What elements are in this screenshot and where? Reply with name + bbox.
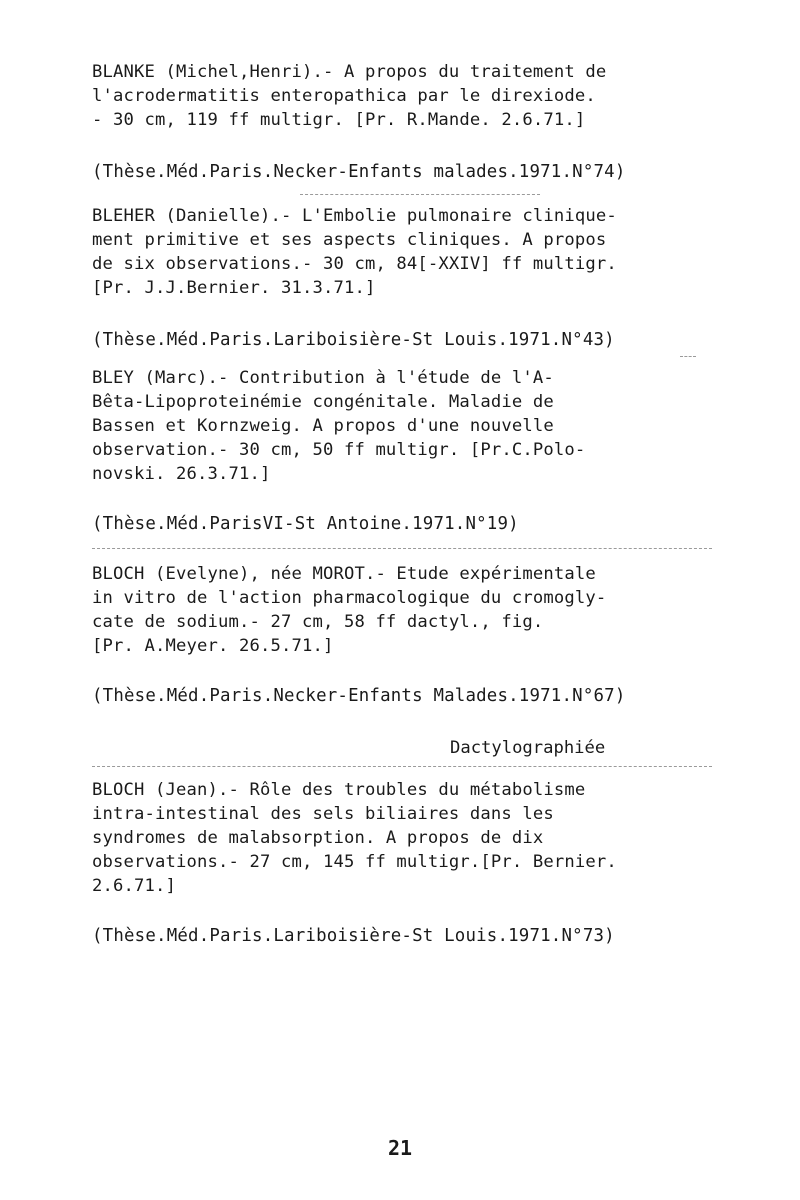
entry-divider bbox=[300, 194, 540, 195]
entry-text-line: intra-intestinal des sels biliaires dans les bbox=[92, 804, 554, 824]
entry-text-line: BLOCH (Jean).- Rôle des troubles du métabolisme bbox=[92, 780, 586, 800]
catalog-entry bbox=[92, 366, 712, 486]
catalog-entry bbox=[92, 204, 712, 300]
thesis-reference: (Thèse.Méd.Paris.Necker-Enfants malades.1971.N°74) bbox=[92, 162, 626, 182]
entry-text-line: de six observations.- 30 cm, 84[-XXIV] ff multigr. bbox=[92, 254, 617, 274]
entry-text-line: Bassen et Kornzweig. A propos d'une nouvelle bbox=[92, 416, 554, 436]
entry-text-line: l'acrodermatitis enteropathica par le direxiode. bbox=[92, 86, 596, 106]
entry-text-line: [Pr. A.Meyer. 26.5.71.] bbox=[92, 636, 334, 656]
catalog-entry bbox=[92, 778, 712, 898]
entry-text-line: [Pr. J.J.Bernier. 31.3.71.] bbox=[92, 278, 376, 298]
bleed-through bbox=[150, 880, 710, 1110]
entry-divider bbox=[92, 548, 712, 549]
entry-text-line: BLEY (Marc).- Contribution à l'étude de l'A- bbox=[92, 368, 554, 388]
thesis-reference: (Thèse.Méd.Paris.Lariboisière-St Louis.1971.N°73) bbox=[92, 926, 615, 946]
entry-text-line: BLEHER (Danielle).- L'Embolie pulmonaire clinique- bbox=[92, 206, 617, 226]
entry-text-line: observations.- 27 cm, 145 ff multigr.[Pr. Bernier. bbox=[92, 852, 617, 872]
entry-text-line: syndromes de malabsorption. A propos de dix bbox=[92, 828, 544, 848]
entry-text-line: observation.- 30 cm, 50 ff multigr. [Pr.C.Polo- bbox=[92, 440, 586, 460]
typewritten-note: Dactylographiée bbox=[450, 738, 606, 758]
thesis-reference: (Thèse.Méd.Paris.Necker-Enfants Malades.1971.N°67) bbox=[92, 686, 626, 706]
page-number: 21 bbox=[388, 1136, 413, 1160]
entry-text-line: novski. 26.3.71.] bbox=[92, 464, 271, 484]
entry-text-line: - 30 cm, 119 ff multigr. [Pr. R.Mande. 2.6.71.] bbox=[92, 110, 586, 130]
catalog-entry bbox=[92, 562, 712, 658]
thesis-reference: (Thèse.Méd.ParisVI-St Antoine.1971.N°19) bbox=[92, 514, 519, 534]
entry-text-line: BLOCH (Evelyne), née MOROT.- Etude expérimentale bbox=[92, 564, 596, 584]
entry-divider bbox=[92, 766, 712, 767]
catalog-entry bbox=[92, 60, 712, 132]
thesis-reference: (Thèse.Méd.Paris.Lariboisière-St Louis.1971.N°43) bbox=[92, 330, 615, 350]
entry-text-line: in vitro de l'action pharmacologique du cromogly- bbox=[92, 588, 607, 608]
entry-divider bbox=[680, 356, 696, 357]
entry-text-line: ment primitive et ses aspects cliniques. A propos bbox=[92, 230, 607, 250]
entry-text-line: BLANKE (Michel,Henri).- A propos du traitement de bbox=[92, 62, 607, 82]
entry-text-line: Bêta-Lipoproteinémie congénitale. Maladie de bbox=[92, 392, 554, 412]
entry-text-line: 2.6.71.] bbox=[92, 876, 176, 896]
entry-text-line: cate de sodium.- 27 cm, 58 ff dactyl., fig. bbox=[92, 612, 544, 632]
